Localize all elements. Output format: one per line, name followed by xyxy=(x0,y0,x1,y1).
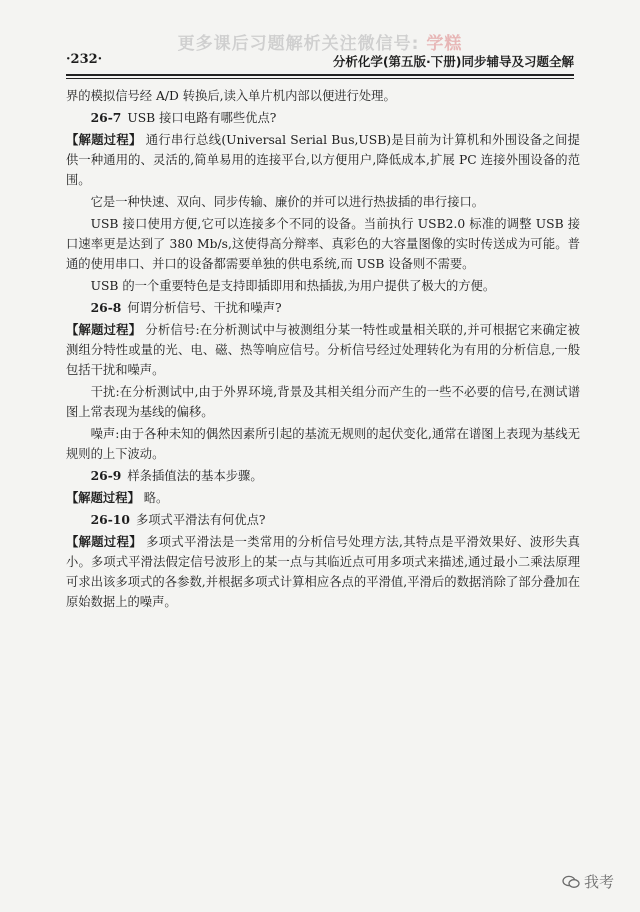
question-number: 26-9 xyxy=(90,468,122,483)
paragraph: 它是一种快速、双向、同步传输、廉价的并可以进行热拔插的串行接口。 xyxy=(90,195,485,209)
paragraph: USB 的一个重要特色是支持即插即用和热插拔,为用户提供了极大的方便。 xyxy=(90,279,496,293)
footer-logo-text: 我考 xyxy=(583,873,614,891)
question-text: 多项式平滑法有何优点? xyxy=(135,513,266,527)
question-26-7 xyxy=(66,108,580,128)
question-26-8 xyxy=(66,298,580,318)
question-text: 样条插值法的基本步骤。 xyxy=(127,469,263,483)
solution-text: 多项式平滑法是一类常用的分析信号处理方法,其特点是平滑效果好、波形失真小。多项式平滑法假定信号波形上的某一点与其临近点可用多项式来描述,通过最小二乘法原理可求出该多项式的各参数,并根据多项式计算相应各点的平滑值,平滑后的数据消除了部分叠加在原始数据上的噪声。 xyxy=(66,535,580,609)
paragraph: USB 接口使用方便,它可以连接多个不同的设备。当前执行 USB2.0 标准的调整 USB 接口速率更是达到了 380 Mb/s,这使得高分辩率、真彩色的大容量图像的实时传送成为可能。普通的使用串口、并口的设备都需要单独的供电系统,而 USB 设备则不需要。 xyxy=(66,217,580,271)
solution-26-9 xyxy=(66,488,580,508)
solution-label: 【解题过程】 xyxy=(66,132,142,147)
watermark-text: 更多课后习题解析关注微信号: xyxy=(177,34,420,54)
solution-text: 分析信号:在分析测试中与被测组分某一特性或量相关联的,并可根据它来确定被测组分特性或量的光、电、磁、热等响应信号。分析信号经过处理转化为有用的分析信息,一般包括干扰和噪声。 xyxy=(66,323,580,377)
wechat-icon xyxy=(562,875,580,889)
solution-26-10 xyxy=(66,532,580,612)
question-26-10 xyxy=(66,510,580,530)
page-header xyxy=(66,52,574,72)
page-number: ·232· xyxy=(66,52,103,67)
solution-label: 【解题过程】 xyxy=(66,490,140,505)
page-content xyxy=(66,86,580,614)
book-title: 分析化学(第五版·下册)同步辅导及习题全解 xyxy=(332,54,574,69)
paragraph: 干扰:在分析测试中,由于外界环境,背景及其相关组分而产生的一些不必要的信号,在测试谱图上常表现为基线的偏移。 xyxy=(66,385,580,419)
question-number: 26-10 xyxy=(90,512,130,527)
header-rule xyxy=(66,74,574,76)
question-number: 26-8 xyxy=(90,300,122,315)
question-text: USB 接口电路有哪些优点? xyxy=(127,111,277,125)
solution-text: 通行串行总线(Universal Serial Bus,USB)是目前为计算机和外围设备之间提供一种通用的、灵活的,简单易用的连接平台,以方便用户,降低成本,扩展 PC 连接外围设备的范围。 xyxy=(66,133,580,187)
watermark-accent: 学糕 xyxy=(426,34,463,54)
solution-label: 【解题过程】 xyxy=(66,322,142,337)
header-rule-thin xyxy=(66,78,574,79)
solution-26-8 xyxy=(66,320,580,380)
watermark xyxy=(0,29,640,54)
footer-logo xyxy=(562,871,614,892)
intro-line: 界的模拟信号经 A/D 转换后,读入单片机内部以便进行处理。 xyxy=(66,89,396,103)
question-text: 何谓分析信号、干扰和噪声? xyxy=(127,301,282,315)
solution-label: 【解题过程】 xyxy=(66,534,142,549)
solution-26-7 xyxy=(66,130,580,190)
paragraph: 噪声:由于各种未知的偶然因素所引起的基流无规则的起伏变化,通常在谱图上表现为基线无规则的上下波动。 xyxy=(66,427,580,461)
solution-text: 略。 xyxy=(143,491,169,505)
question-number: 26-7 xyxy=(90,110,122,125)
question-26-9 xyxy=(66,466,580,486)
